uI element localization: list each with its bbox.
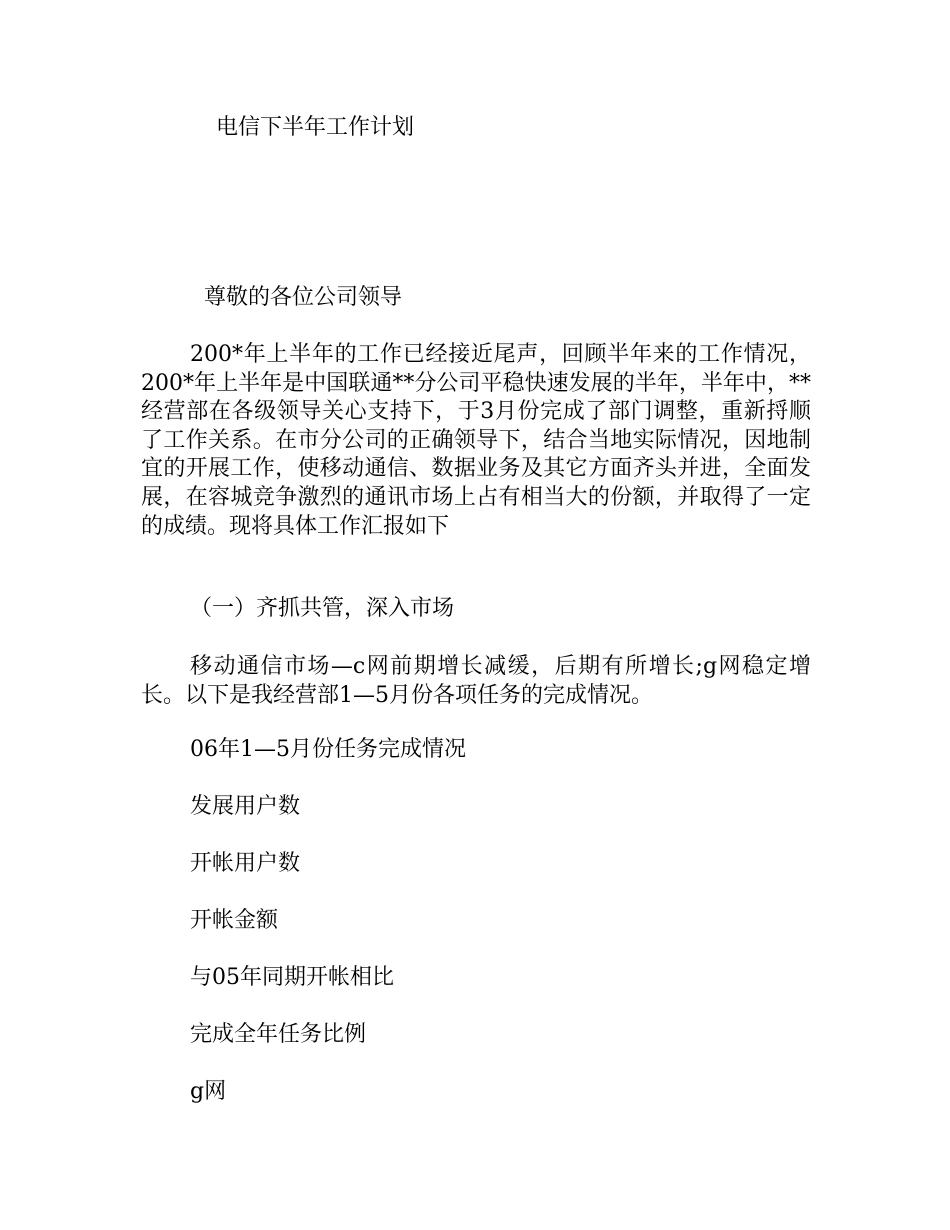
list-item: 06年1—5月份任务完成情况 [190, 737, 466, 762]
list-item: 完成全年任务比例 [190, 1022, 367, 1047]
body-paragraph-intro: 200*年上半年的工作已经接近尾声，回顾半年来的工作情况，200*年上半年是中国联通**分公司平稳快速发展的半年，半年中，**经营部在各级领导关心支持下，于3月份完成了部门调整，重新捋顺了工作关系。在市分公司的正确领导下，结合当地实际情况，因地制宜的开展工作，使移动通信、数据业务及其它方面齐头并进，全面发展，在容城竞争激烈的通讯市场上占有相当大的份额，并取得了一定的成绩。现将具体工作汇报如下 [141, 342, 811, 539]
list-item: 与05年同期开帐相比 [190, 965, 394, 990]
task-item-list [190, 734, 466, 1133]
list-item: g网 [190, 1079, 227, 1104]
list-item: 开帐用户数 [190, 851, 301, 876]
section-heading: （一）齐抓共管，深入市场 [190, 596, 455, 621]
list-item: 开帐金额 [190, 908, 279, 933]
document-title: 电信下半年工作计划 [216, 115, 415, 140]
body-paragraph-market: 移动通信市场—c网前期增长减缓，后期有所增长;g网稳定增长。以下是我经营部1—5月份各项任务的完成情况。 [141, 654, 811, 708]
salutation: 尊敬的各位公司领导 [204, 285, 403, 310]
list-item: 发展用户数 [190, 794, 301, 819]
